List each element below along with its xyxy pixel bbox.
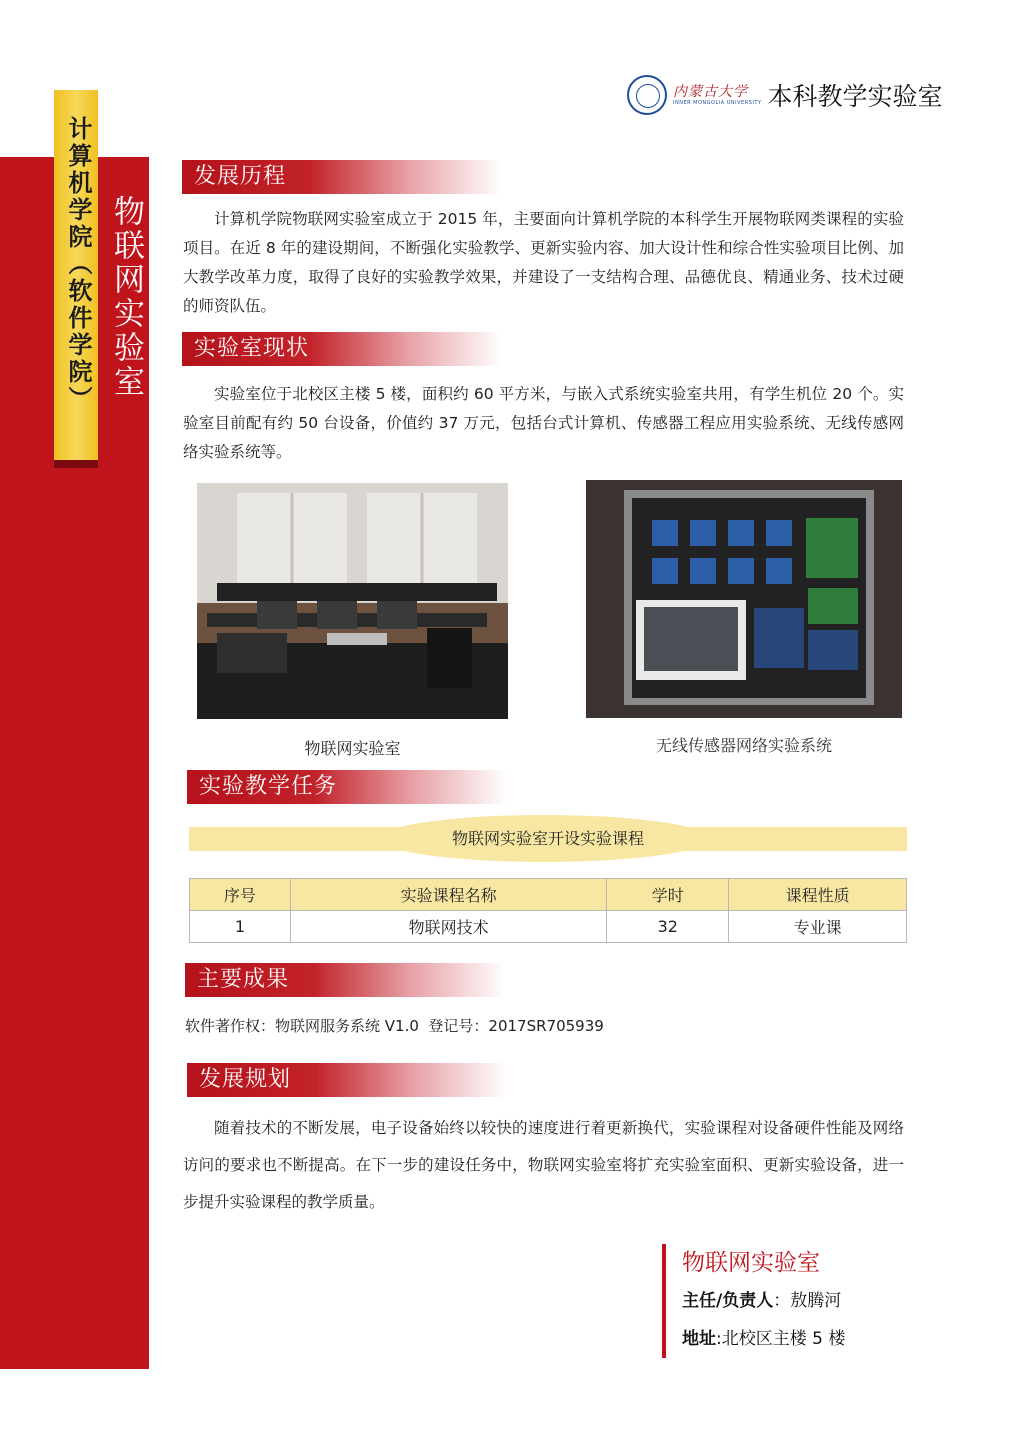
logo-wordmark: [673, 84, 761, 106]
cell-course-name: 物联网技术: [290, 911, 607, 943]
sensor-kit-photo: [586, 480, 902, 718]
director-label: 主任/负责人: [682, 1291, 774, 1311]
course-banner-text: 物联网实验室开设实验课程: [451, 829, 644, 848]
section-heading-planning: 发展规划: [187, 1063, 507, 1097]
lab-vertical-title: 物联网实验室: [108, 195, 144, 399]
contact-address: [682, 1320, 845, 1358]
section-heading-status: 实验室现状: [182, 332, 502, 366]
course-banner: [189, 815, 907, 862]
cell-course-type: 专业课: [729, 911, 907, 943]
logo-english-text: INNER MONGOLIA UNIVERSITY: [673, 100, 762, 106]
contact-director: [682, 1282, 845, 1320]
department-tab: [54, 90, 98, 468]
course-table: [189, 878, 907, 943]
lab-photo-caption: 物联网实验室: [304, 739, 401, 758]
contact-lab-name: 物联网实验室: [682, 1250, 820, 1276]
director-value: ：敖腾河: [773, 1291, 842, 1311]
header-course-type: 课程性质: [729, 879, 907, 911]
header-title: 本科教学实验室: [767, 82, 943, 111]
address-value: :北校区主楼 5 楼: [716, 1329, 846, 1349]
cell-index: 1: [190, 911, 291, 943]
university-logo: [627, 72, 942, 118]
logo-script-text: 内蒙古大学: [673, 84, 748, 100]
header-hours: 学时: [607, 879, 729, 911]
status-paragraph: 实验室位于北校区主楼 5 楼，面积约 60 平方米，与嵌入式系统实验室共用，有学生机位 20 个。实验室目前配有约 50 台设备，价值约 37 万元，包括台式计算机、传感器工程应用实验系统、无线传感网络实验系统等。: [183, 385, 904, 461]
history-paragraph: 计算机学院物联网实验室成立于 2015 年，主要面向计算机学院的本科学生开展物联网类课程的实验项目。在近 8 年的建设期间，不断强化实验教学、更新实验内容、加大设计性和综合性实验项目比例、加大教学改革力度，取得了良好的实验教学效果，并建设了一支结构合理、品德优良、精通业务、技术过硬的师资队伍。: [183, 210, 904, 315]
section-heading-tasks: 实验教学任务: [187, 770, 507, 804]
achievements-text: 软件著作权：物联网服务系统 V1.0 登记号：2017SR705939: [185, 1017, 604, 1035]
planning-paragraph: 随着技术的不断发展，电子设备始终以较快的速度进行着更新换代，实验课程对设备硬件性能及网络访问的要求也不断提高。在下一步的建设任务中，物联网实验室将扩充实验室面积、更新实验设备，进一步提升实验课程的教学质量。: [183, 1119, 904, 1211]
table-row: [190, 911, 907, 943]
section-heading-history: 发展历程: [182, 160, 502, 194]
header-index: 序号: [190, 879, 291, 911]
department-name: 计算机学院（软件学院）: [64, 116, 92, 413]
address-label: 地址: [682, 1329, 716, 1349]
header-course-name: 实验课程名称: [290, 879, 607, 911]
cell-hours: 32: [607, 911, 729, 943]
university-seal-icon: [627, 75, 667, 115]
lab-room-photo: [197, 483, 508, 719]
kit-photo-caption: 无线传感器网络实验系统: [655, 736, 832, 755]
section-heading-achievements: 主要成果: [185, 963, 505, 997]
contact-block: [662, 1244, 845, 1358]
table-header-row: [190, 879, 907, 911]
